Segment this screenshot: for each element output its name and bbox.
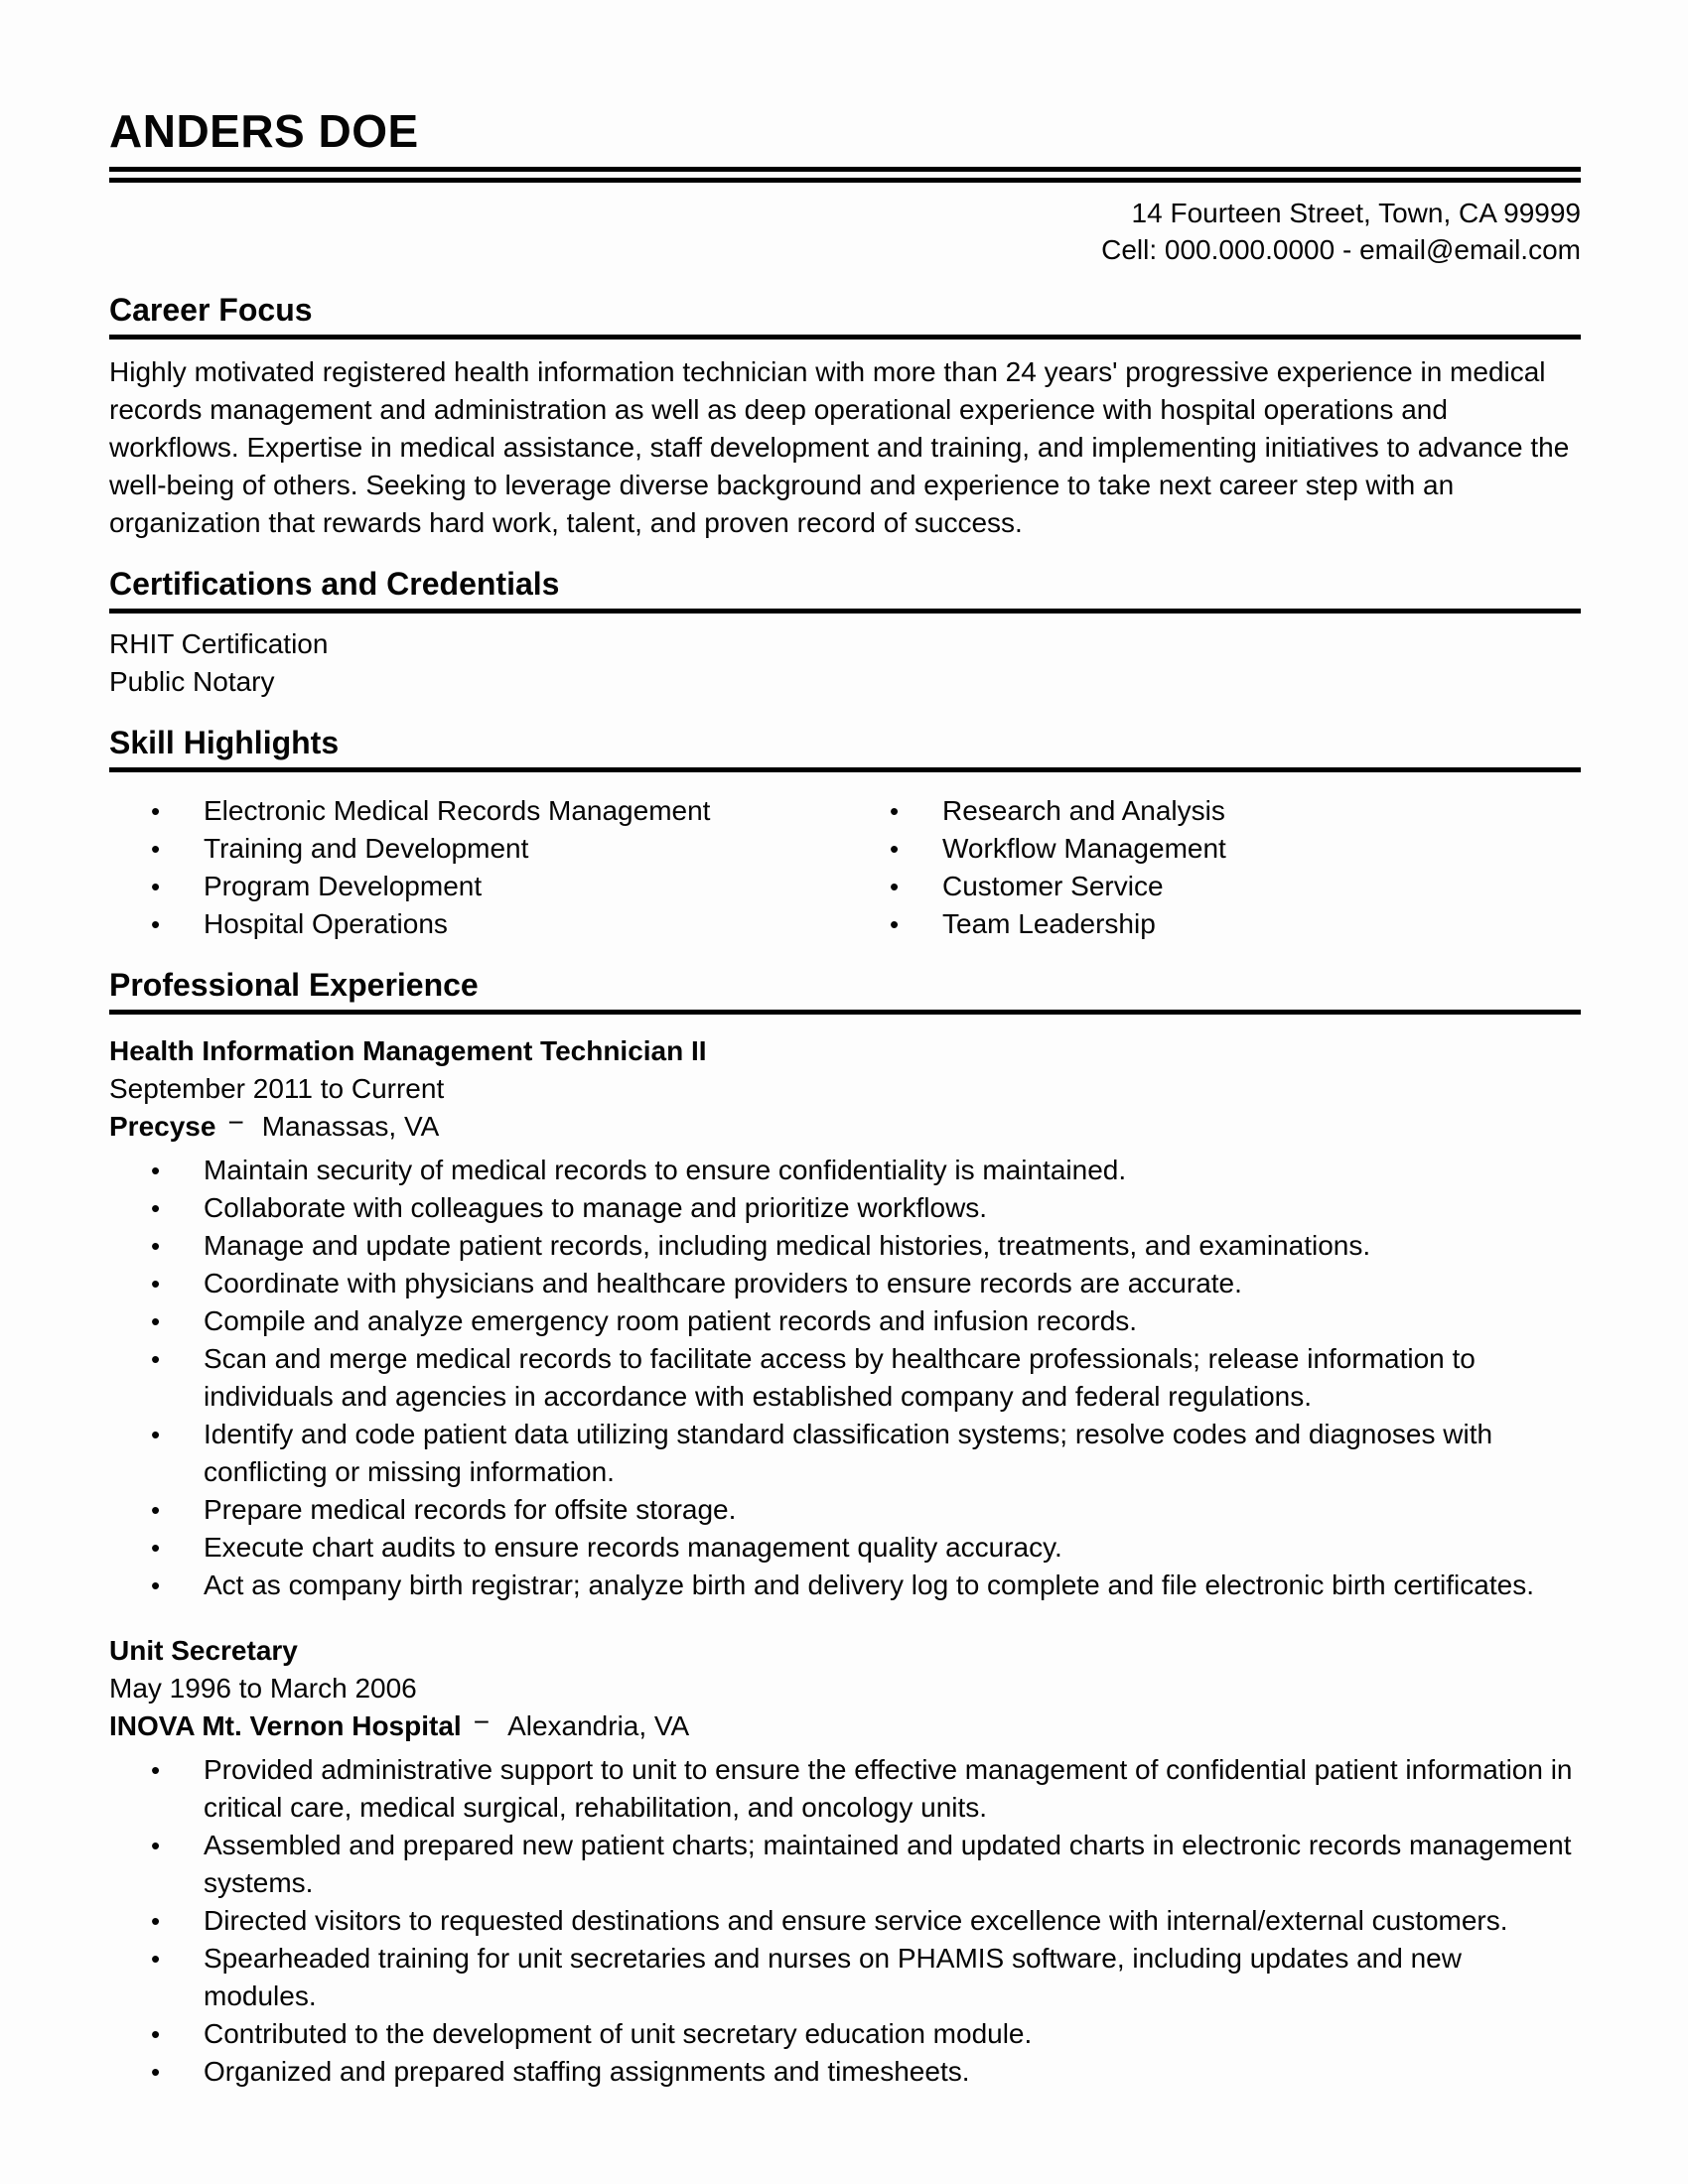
skill-item: • Research and Analysis	[848, 792, 1581, 830]
skill-item: • Team Leadership	[848, 905, 1581, 943]
certification-item: RHIT Certification	[109, 628, 329, 659]
job-bullet: • Collaborate with colleagues to manage and prioritize workflows.	[109, 1189, 1581, 1227]
job-title: Health Information Management Technician II	[109, 1035, 707, 1066]
candidate-name: ANDERS DOE	[109, 105, 419, 157]
dash-separator: −	[227, 1107, 244, 1138]
job-bullet: • Provided administrative support to unit to ensure the effective management of confidential patient information in critical care, medical surgical, rehabilitation, and oncology units.	[109, 1751, 1581, 1827]
job-entry	[109, 1632, 1581, 2091]
job-bullet: • Spearheaded training for unit secretaries and nurses on PHAMIS software, including updates and new modules.	[109, 1940, 1581, 2015]
job-bullet: • Act as company birth registrar; analyze birth and delivery log to complete and file electronic birth certificates.	[109, 1567, 1581, 1604]
section-title-professional-experience: Professional Experience	[109, 967, 1581, 1015]
skills-columns	[109, 792, 1581, 943]
section-title-certifications: Certifications and Credentials	[109, 566, 1581, 614]
dash-separator: −	[473, 1706, 491, 1737]
career-focus-text: Highly motivated registered health information technician with more than 24 years' progressive experience in medical records management and administration as well as deep operational experience with hospital operations and workflows. Expertise in medical assistance, staff development and training, and implementing initiatives to advance the well-being of others. Seeking to leverage diverse background and experience to take next career step with an organization that rewards hard work, talent, and proven record of success.	[109, 356, 1570, 538]
job-company: Precyse	[109, 1111, 216, 1142]
skill-item: • Training and Development	[109, 830, 848, 868]
job-bullet: • Organized and prepared staffing assignments and timesheets.	[109, 2053, 1581, 2091]
skill-item: • Program Development	[109, 868, 848, 905]
section-title-career-focus: Career Focus	[109, 292, 1581, 340]
job-bullet: • Identify and code patient data utilizing standard classification systems; resolve codes and diagnoses with conflicting or missing information.	[109, 1416, 1581, 1491]
skills-column-right	[848, 792, 1581, 943]
skill-item: • Workflow Management	[848, 830, 1581, 868]
certification-item: Public Notary	[109, 666, 275, 697]
job-dates: May 1996 to March 2006	[109, 1673, 417, 1704]
job-dates: September 2011 to Current	[109, 1073, 445, 1104]
contact-cell-email: Cell: 000.000.0000 - email@email.com	[1101, 234, 1581, 265]
job-bullet-list	[109, 1751, 1581, 2091]
job-bullet: • Execute chart audits to ensure records management quality accuracy.	[109, 1529, 1581, 1567]
job-bullet: • Prepare medical records for offsite storage.	[109, 1491, 1581, 1529]
contact-block	[109, 195, 1581, 268]
job-company-line	[109, 1108, 1581, 1146]
job-bullet: • Maintain security of medical records to ensure confidentiality is maintained.	[109, 1152, 1581, 1189]
job-bullet-list	[109, 1152, 1581, 1604]
job-title: Unit Secretary	[109, 1635, 298, 1666]
job-bullet: • Manage and update patient records, including medical histories, treatments, and examinations.	[109, 1227, 1581, 1265]
skill-item: • Hospital Operations	[109, 905, 848, 943]
job-bullet: • Assembled and prepared new patient charts; maintained and updated charts in electronic records management systems.	[109, 1827, 1581, 1902]
job-company: INOVA Mt. Vernon Hospital	[109, 1710, 462, 1741]
job-entry	[109, 1032, 1581, 1604]
job-location: Alexandria, VA	[507, 1710, 690, 1741]
certification-list	[109, 625, 1581, 701]
job-location: Manassas, VA	[261, 1111, 440, 1142]
job-company-line	[109, 1707, 1581, 1745]
skills-column-left	[109, 792, 848, 943]
skill-item: • Electronic Medical Records Management	[109, 792, 848, 830]
job-bullet: • Scan and merge medical records to facilitate access by healthcare professionals; release information to individuals and agencies in accordance with established company and federal regulations.	[109, 1340, 1581, 1416]
header-double-rule	[109, 167, 1581, 183]
job-bullet: • Compile and analyze emergency room patient records and infusion records.	[109, 1302, 1581, 1340]
skill-item: • Customer Service	[848, 868, 1581, 905]
contact-address: 14 Fourteen Street, Town, CA 99999	[1131, 198, 1581, 228]
job-bullet: • Directed visitors to requested destinations and ensure service excellence with internal/external customers.	[109, 1902, 1581, 1940]
job-bullet: • Coordinate with physicians and healthcare providers to ensure records are accurate.	[109, 1265, 1581, 1302]
section-title-skill-highlights: Skill Highlights	[109, 725, 1581, 772]
job-bullet: • Contributed to the development of unit secretary education module.	[109, 2015, 1581, 2053]
